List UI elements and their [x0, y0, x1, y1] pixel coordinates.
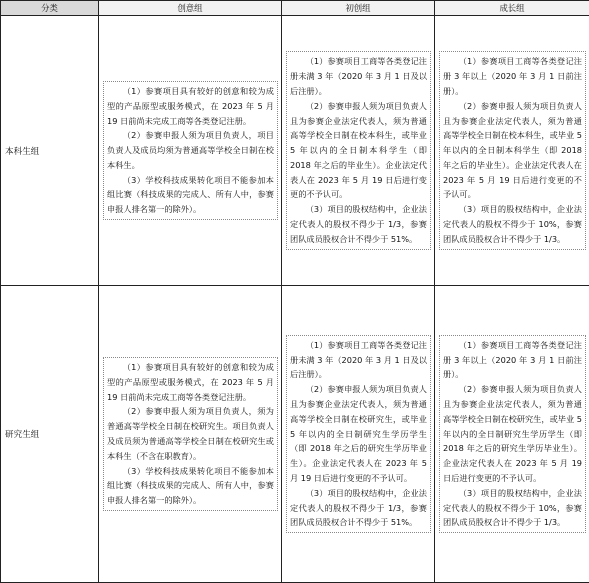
requirement-item: （1）参赛项目工商等各类登记注册 3 年以上（2020 年 3 月 1 日前注册）。	[443, 339, 582, 380]
requirement-item: （2）参赛申报人须为项目负责人且为参赛企业法定代表人，须为普通高等学校全日制在校本科生，或毕业 5 年以内的全日制本科学生（即 2018 年之后的毕业生）。企业法定代表人在 2023 年 5 月 19 日后进行变更的不予认可。	[443, 100, 582, 200]
requirement-item: （2）参赛申报人须为项目负责人，项目负责人及成员均须为普通高等学校全日制在校本科生。	[107, 130, 274, 170]
requirement-item: （3）学校科技成果转化项目不能参加本组比赛（科技成果的完成人、所有人中，参赛申报人排名第一的除外）。	[107, 465, 274, 506]
growth-requirements	[435, 286, 589, 583]
header-startup: 初创组	[282, 1, 435, 16]
requirement-item: （1）参赛项目具有较好的创意和较为成型的产品原型或服务模式，在 2023 年 5 月 19 日前尚未完成工商等各类登记注册。	[107, 362, 274, 402]
requirement-item: （3）项目的股权结构中，企业法定代表人的股权不得少于 10%，参赛团队成员股权合计不得少于 1/3。	[443, 204, 582, 244]
requirement-item: （1）参赛项目工商等各类登记注册未满 3 年（2020 年 3 月 1 日及以后注册）。	[290, 56, 427, 96]
table-row	[1, 16, 589, 286]
creative-requirements-box	[103, 81, 278, 220]
header-category: 分类	[1, 1, 99, 16]
growth-requirements-box	[439, 335, 586, 533]
requirement-item: （2）参赛申报人须为项目负责人且为参赛企业法定代表人，须为普通高等学校全日制在校研究生，或毕业 5 年以内的全日制研究生学历学生（即 2018 年之后的研究生学历毕业生）。企业法定代表人在 2023 年 5 月 19 日后进行变更的不予认可。	[290, 384, 427, 483]
header-row	[1, 1, 589, 16]
creative-requirements-box	[103, 357, 278, 511]
header-creative: 创意组	[99, 1, 282, 16]
startup-requirements	[282, 16, 435, 286]
requirement-item: （1）参赛项目工商等各类登记注册未满 3 年（2020 年 3 月 1 日及以后注册）。	[290, 339, 427, 380]
startup-requirements-box	[286, 51, 431, 249]
table-row	[1, 286, 589, 583]
creative-requirements	[99, 16, 282, 286]
startup-requirements-box	[286, 335, 431, 533]
requirement-item: （2）参赛申报人须为项目负责人且为参赛企业法定代表人，须为普通高等学校全日制在校本科生，或毕业 5 年以内的全日制本科学生（即 2018 年之后的毕业生）。企业法定代表人在 2023 年 5 月 19 日后进行变更的不予认可。	[290, 100, 427, 200]
requirement-item: （3）项目的股权结构中，企业法定代表人的股权不得少于 1/3，参赛团队成员股权合计不得少于 51%。	[290, 204, 427, 244]
requirement-item: （1）参赛项目具有较好的创意和较为成型的产品原型或服务模式，在 2023 年 5 月 19 日前尚未完成工商等各类登记注册。	[107, 85, 274, 126]
category-graduate: 研究生组	[1, 286, 99, 583]
category-undergrad: 本科生组	[1, 16, 99, 286]
growth-requirements	[435, 16, 589, 286]
growth-requirements-box	[439, 51, 586, 249]
header-growth: 成长组	[435, 1, 589, 16]
requirement-item: （1）参赛项目工商等各类登记注册 3 年以上（2020 年 3 月 1 日前注册）。	[443, 56, 582, 96]
requirement-item: （3）学校科技成果转化项目不能参加本组比赛（科技成果的完成人、所有人中，参赛申报人排名第一的除外）。	[107, 174, 274, 215]
requirement-item: （3）项目的股权结构中，企业法定代表人的股权不得少于 10%，参赛团队成员股权合计不得少于 1/3。	[443, 487, 582, 528]
requirement-item: （2）参赛申报人须为项目负责人，须为普通高等学校全日制在校研究生。项目负责人及成员须为普通高等学校全日制在校研究生或本科生（不含在职教育）。	[107, 406, 274, 461]
startup-requirements	[282, 286, 435, 583]
requirement-item: （3）项目的股权结构中，企业法定代表人的股权不得少于 1/3，参赛团队成员股权合计不得少于 51%。	[290, 487, 427, 528]
requirement-item: （2）参赛申报人须为项目负责人且为参赛企业法定代表人，须为普通高等学校全日制在校研究生，或毕业 5 年以内的全日制研究生学历学生（即 2018 年之后的研究生学历毕业生）。企业法定代表人在 2023 年 5 月 19 日后进行变更的不予认可。	[443, 384, 582, 483]
creative-requirements	[99, 286, 282, 583]
